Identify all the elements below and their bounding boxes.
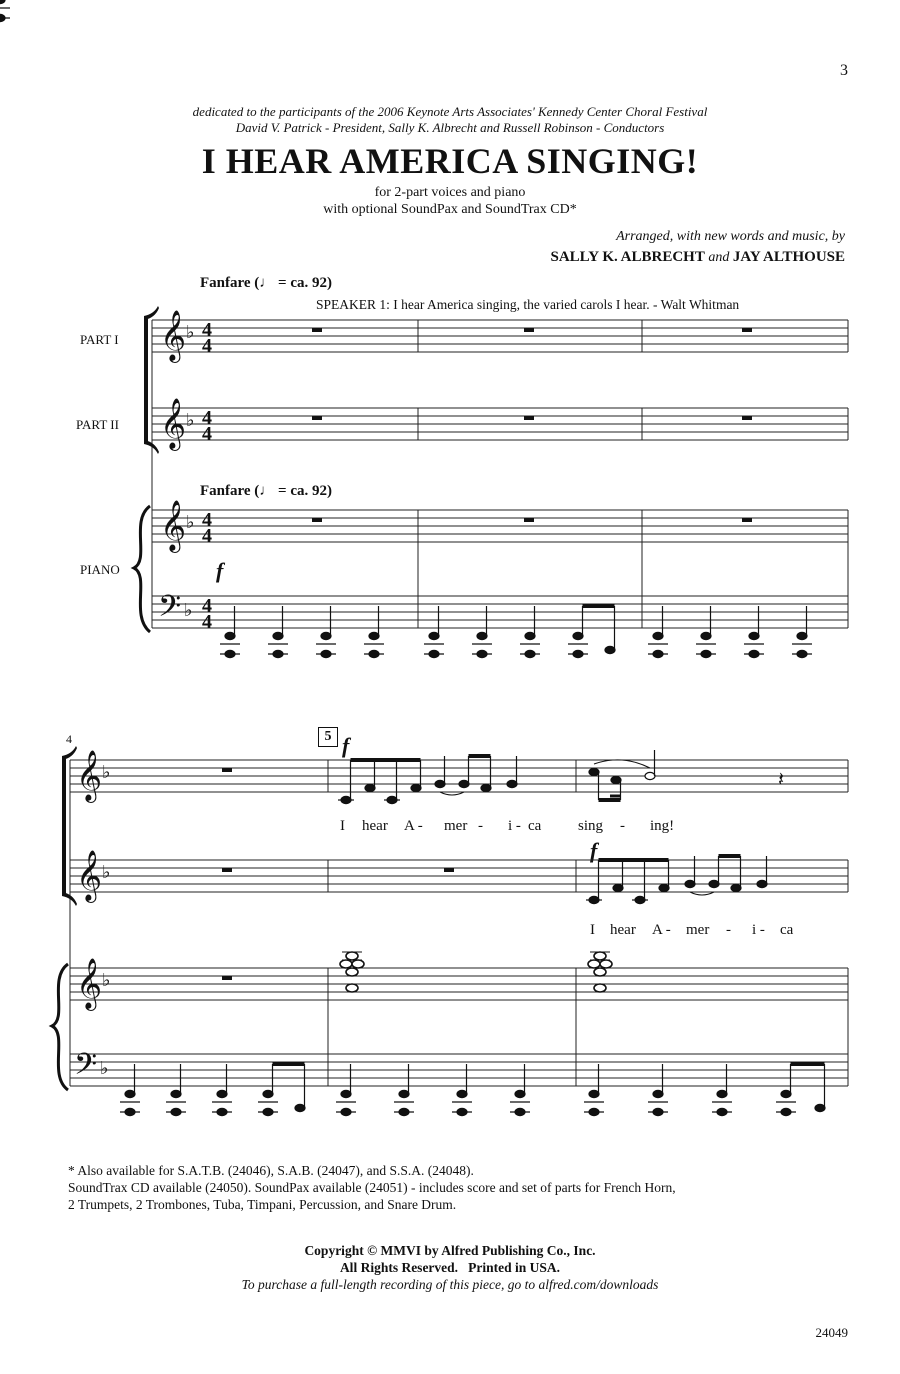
key-flat-icon: ♭	[102, 970, 111, 991]
lyric-part1-5: -	[478, 818, 483, 834]
copyright-line-2: All Rights Reserved. Printed in USA.	[339, 1260, 561, 1275]
part-1-label: PART I	[80, 332, 119, 347]
svg-text:4: 4	[202, 407, 212, 429]
composer-and: and	[708, 250, 730, 265]
melody-part-1	[338, 750, 655, 804]
piano-brace-2	[52, 964, 68, 1090]
lyric-part2-7: ca	[780, 922, 794, 938]
svg-text:4: 4	[202, 423, 212, 445]
tempo-marking-piano: Fanfare (♩ = ca. 92)	[200, 483, 332, 499]
treble-clef-icon: 𝄞	[160, 398, 187, 449]
staff-piano-treble	[152, 510, 848, 542]
dynamic-forte: f	[216, 558, 224, 583]
piano-brace-1	[134, 506, 150, 632]
piano-label: PIANO	[80, 562, 120, 577]
speaker-line: SPEAKER 1: I hear America singing, the varied carols I hear. - Walt Whitman	[316, 297, 740, 312]
measure-number: 4	[66, 732, 72, 746]
svg-text:4: 4	[202, 509, 212, 531]
footnote-line-3: 2 Trumpets, 2 Trombones, Tuba, Timpani, Percussion, and Snare Drum.	[68, 1197, 457, 1212]
key-flat-icon: ♭	[102, 762, 111, 783]
staff-part-1	[152, 320, 848, 352]
lyric-part1-6: i -	[508, 818, 521, 834]
copyright-line-1: Copyright © MMVI by Alfred Publishing Co., Inc.	[304, 1243, 596, 1258]
treble-clef-icon: 𝄞	[76, 750, 103, 801]
footnote-line-2: SoundTrax CD available (24050). SoundPax available (24051) - includes score and set of parts for French Horn,	[68, 1180, 676, 1195]
song-title: I HEAR AMERICA SINGING!	[201, 141, 699, 181]
key-flat-icon: ♭	[186, 512, 195, 533]
tempo-marking-choir: Fanfare (♩ = ca. 92)	[200, 275, 332, 291]
staff-piano-bass-sys2	[70, 1054, 848, 1086]
arranged-by-line: Arranged, with new words and music, by	[616, 229, 845, 244]
staff-piano-bass	[152, 596, 848, 628]
svg-text:4: 4	[202, 611, 212, 633]
footnote	[68, 1162, 676, 1213]
svg-text:4: 4	[202, 335, 212, 357]
lyric-part1-2: hear	[362, 818, 388, 834]
key-flat-icon: ♭	[102, 862, 111, 883]
key-flat-icon: ♭	[100, 1058, 109, 1079]
page-number: 3	[840, 62, 848, 79]
treble-clef-icon: 𝄞	[160, 500, 187, 551]
lyric-part2-5: -	[726, 922, 731, 938]
lyric-part2-1: I	[590, 922, 595, 938]
lyric-part2-2: hear	[610, 922, 636, 938]
bass-octaves-1	[0, 0, 10, 22]
dynamic-forte-part1: f	[342, 733, 350, 758]
svg-text:4: 4	[202, 595, 212, 617]
lyric-part1-7: ca	[528, 818, 542, 834]
composer-1: SALLY K. ALBRECHT	[550, 249, 705, 265]
lyric-part1-10: ing!	[650, 818, 675, 834]
part-2-label: PART II	[76, 417, 119, 432]
lyric-part2-3: A -	[652, 922, 671, 938]
dedication-line-1: dedicated to the participants of the 2006 Keynote Arts Associates' Kennedy Center Choral Festival	[192, 104, 708, 119]
key-flat-icon: ♭	[186, 322, 195, 343]
staff-part-1-sys2	[70, 760, 848, 792]
svg-text:4: 4	[202, 525, 212, 547]
key-flat-icon: ♭	[184, 600, 193, 621]
treble-clef-icon: 𝄞	[160, 310, 187, 361]
lyric-part1-4: mer	[444, 818, 468, 834]
melody-part-2	[586, 856, 767, 904]
lyric-part2-4: mer	[686, 922, 710, 938]
staff-part-2	[152, 408, 848, 440]
copyright-block	[0, 1242, 900, 1293]
treble-clef-icon: 𝄞	[76, 958, 103, 1009]
piano-chords	[340, 952, 612, 992]
composer-2: JAY ALTHOUSE	[732, 249, 845, 265]
lyric-part1-9: -	[620, 818, 625, 834]
treble-clef-icon: 𝄞	[76, 850, 103, 901]
bass-clef-icon: 𝄢	[158, 590, 182, 631]
lyric-part1-8: sing	[578, 818, 604, 834]
footnote-line-1: * Also available for S.A.T.B. (24046), S.A.B. (24047), and S.S.A. (24048).	[68, 1163, 474, 1178]
dedication-line-2: David V. Patrick - President, Sally K. Albrecht and Russell Robinson - Conductors	[235, 120, 665, 135]
bass-clef-icon: 𝄢	[74, 1048, 98, 1089]
svg-text:4: 4	[202, 319, 212, 341]
whole-rests	[312, 328, 752, 522]
key-flat-icon: ♭	[186, 410, 195, 431]
staff-piano-treble-sys2	[70, 968, 848, 1000]
purchase-note: To purchase a full-length recording of this piece, go to alfred.com/downloads	[241, 1277, 659, 1292]
rehearsal-mark: 5	[318, 727, 338, 747]
quarter-rest-icon: 𝄽	[778, 767, 785, 791]
dynamic-forte-part2: f	[590, 838, 598, 863]
lyric-part1-3: A -	[404, 818, 423, 834]
subtitle-line-2: with optional SoundPax and SoundTrax CD*	[323, 202, 577, 217]
subtitle-line-1: for 2-part voices and piano	[374, 185, 526, 200]
catalog-number: 24049	[815, 1325, 848, 1340]
lyric-part1-1: I	[340, 818, 345, 834]
lyric-part2-6: i -	[752, 922, 765, 938]
